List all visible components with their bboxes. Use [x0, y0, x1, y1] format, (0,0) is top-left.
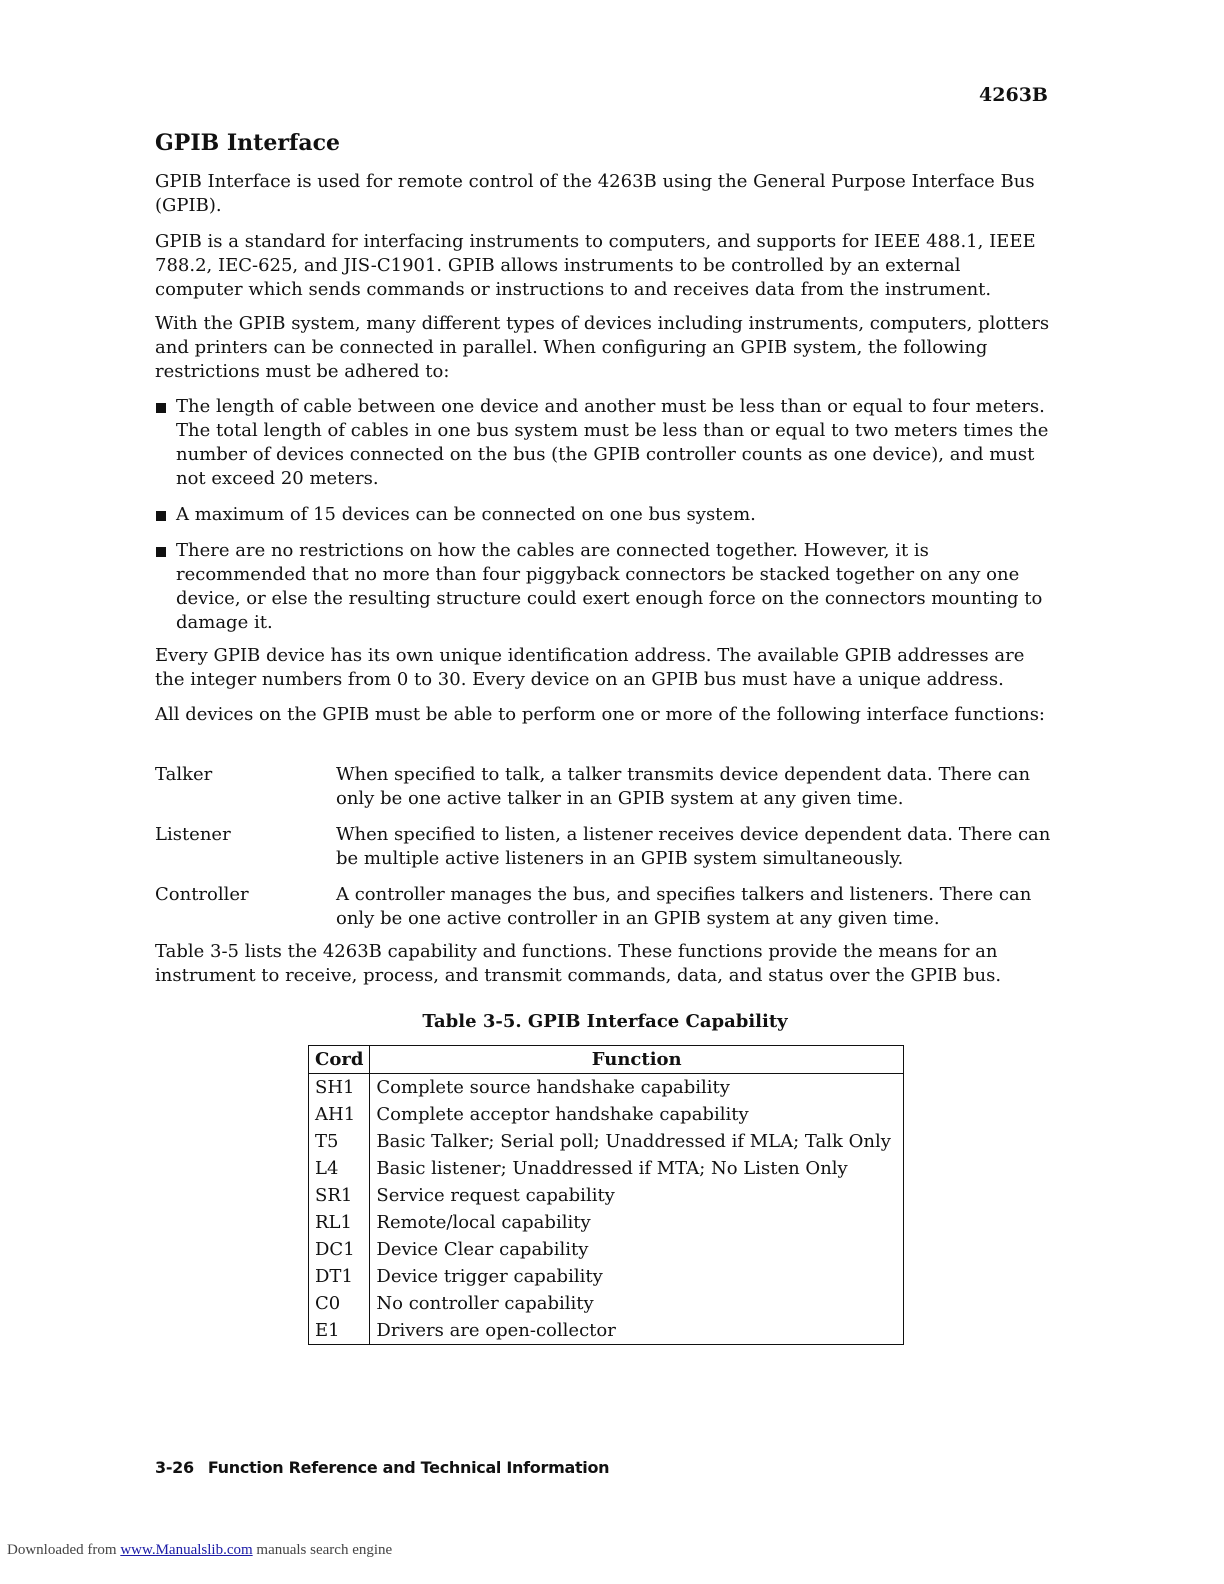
table-row [309, 1209, 904, 1236]
model-header: 4263B [979, 84, 1048, 106]
code-cell: DC1 [309, 1236, 370, 1263]
function-term: Talker [155, 764, 213, 785]
code-cell: T5 [309, 1128, 370, 1155]
restrictions-list [155, 395, 1053, 647]
table-header-row [309, 1046, 904, 1074]
column-header-function: Function [370, 1046, 904, 1074]
download-notice [7, 1542, 392, 1559]
function-listener [155, 823, 1053, 871]
list-item: The length of cable between one device and another must be less than or equal to four meters. The total length of cables in one bus system must be less than or equal to two meters times the number of devices connected on the bus (the GPIB controller counts as one device), and must not exceed 20 meters. [155, 395, 1053, 491]
paragraph-system: With the GPIB system, many different types of devices including instruments, computers, plotters and printers can be connected in parallel. When configuring an GPIB system, the following restrictions must be adhered to: [155, 313, 1050, 382]
function-term: Listener [155, 824, 231, 845]
footer-title: Function Reference and Technical Information [207, 1458, 610, 1477]
capability-table [308, 1045, 904, 1345]
function-cell: Basic Talker; Serial poll; Unaddressed if MLA; Talk Only [376, 1131, 891, 1152]
code-cell: SR1 [309, 1182, 370, 1209]
table-row [309, 1182, 904, 1209]
manualslib-link[interactable]: www.Manualslib.com [120, 1542, 253, 1558]
function-talker [155, 763, 1053, 811]
list-item: A maximum of 15 devices can be connected on one bus system. [155, 503, 1053, 527]
function-cell: Remote/local capability [376, 1212, 591, 1233]
table-row [309, 1101, 904, 1128]
function-term: Controller [155, 884, 249, 905]
table-row [309, 1128, 904, 1155]
download-prefix: Downloaded from [7, 1542, 117, 1558]
table-row [309, 1263, 904, 1290]
code-cell: L4 [309, 1155, 370, 1182]
code-cell: SH1 [309, 1074, 370, 1102]
function-cell: Complete source handshake capability [376, 1077, 730, 1098]
code-cell: E1 [309, 1317, 370, 1345]
list-item: There are no restrictions on how the cables are connected together. However, it is recommended that no more than four piggyback connectors be stacked together on any one device, or else the resulting structure could exert enough force on the connectors mounting to damage it. [155, 539, 1053, 635]
code-cell: RL1 [309, 1209, 370, 1236]
function-controller [155, 883, 1053, 931]
function-desc: A controller manages the bus, and specifies talkers and listeners. There can only be one active controller in an GPIB system at any given time. [336, 884, 1032, 929]
function-cell: Device Clear capability [376, 1239, 589, 1260]
table-row [309, 1236, 904, 1263]
table-row [309, 1074, 904, 1102]
functions-list [155, 763, 1053, 943]
table-caption: Table 3-5. GPIB Interface Capability [422, 1011, 788, 1032]
code-cell: DT1 [309, 1263, 370, 1290]
table-row [309, 1317, 904, 1345]
function-cell: Drivers are open-collector [376, 1320, 616, 1341]
function-cell: No controller capability [376, 1293, 594, 1314]
table-row [309, 1155, 904, 1182]
code-cell: C0 [309, 1290, 370, 1317]
paragraph-intro: GPIB Interface is used for remote control of the 4263B using the General Purpose Interface Bus (GPIB). [155, 171, 1035, 216]
function-cell: Device trigger capability [376, 1266, 603, 1287]
page-number: 3-26 [155, 1458, 194, 1477]
function-desc: When specified to listen, a listener receives device dependent data. There can be multiple active listeners in an GPIB system simultaneously. [336, 824, 1051, 869]
table-row [309, 1290, 904, 1317]
paragraph-functions-intro: All devices on the GPIB must be able to perform one or more of the following interface functions: [155, 704, 1045, 725]
paragraph-standard: GPIB is a standard for interfacing instruments to computers, and supports for IEEE 488.1, IEEE 788.2, IEC-625, and JIS-C1901. GPIB allows instruments to be controlled by an external computer which sends commands or instructions to and receives data from the instrument. [155, 231, 1036, 300]
code-cell: AH1 [309, 1101, 370, 1128]
section-title: GPIB Interface [155, 130, 341, 156]
page-footer [155, 1458, 609, 1477]
function-cell: Basic listener; Unaddressed if MTA; No Listen Only [376, 1158, 848, 1179]
function-cell: Complete acceptor handshake capability [376, 1104, 749, 1125]
download-suffix: manuals search engine [256, 1542, 393, 1558]
column-header-cord: Cord [309, 1046, 370, 1074]
function-cell: Service request capability [376, 1185, 615, 1206]
function-desc: When specified to talk, a talker transmits device dependent data. There can only be one active talker in an GPIB system at any given time. [336, 764, 1031, 809]
paragraph-table-intro: Table 3-5 lists the 4263B capability and functions. These functions provide the means for an instrument to receive, process, and transmit commands, data, and status over the GPIB bus. [155, 941, 1002, 986]
paragraph-address: Every GPIB device has its own unique identification address. The available GPIB addresses are the integer numbers from 0 to 30. Every device on an GPIB bus must have a unique address. [155, 645, 1025, 690]
